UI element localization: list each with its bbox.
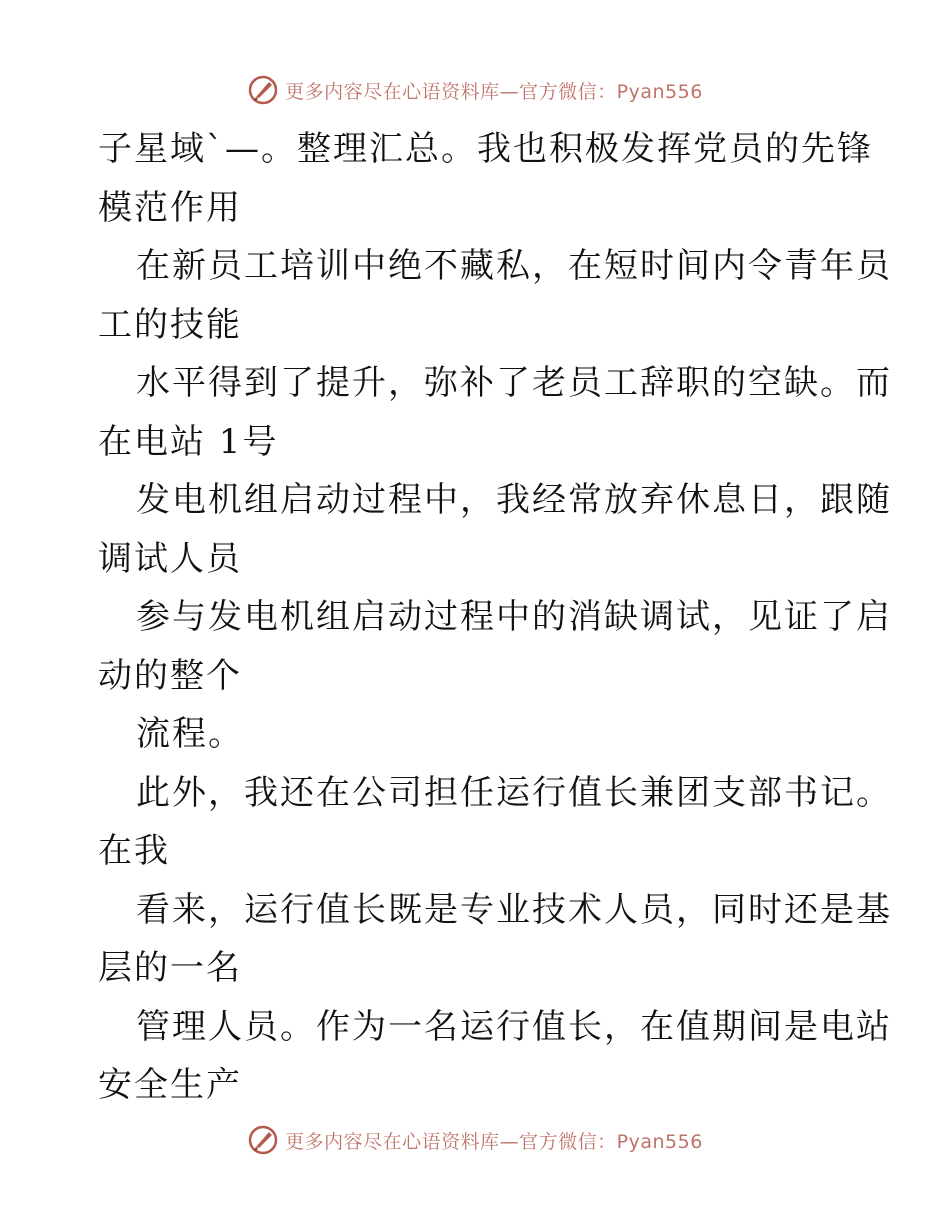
text-line: 层的一名 [98, 948, 242, 988]
text-line: 看来，运行值长既是专业技术人员，同时还是基 [136, 889, 892, 930]
document-body [98, 120, 892, 1115]
text-line: 在我 [98, 831, 170, 871]
text-line: 管理人员。作为一名运行值长，在值期间是电站 [136, 1006, 892, 1047]
text-line: 工的技能 [98, 304, 242, 345]
quill-pen-logo-icon [247, 74, 279, 106]
footer-watermark-banner [0, 1120, 950, 1160]
text-line: 模范作用 [98, 187, 242, 228]
text-line: 在电站 1号 [98, 421, 279, 462]
text-line: 流程。 [136, 714, 244, 754]
header-watermark-text: 更多内容尽在心语资料库—官方微信：Pyan556 [285, 80, 703, 103]
footer-watermark-text: 更多内容尽在心语资料库—官方微信：Pyan556 [285, 1130, 703, 1153]
text-line: 动的整个 [98, 655, 242, 696]
text-line: 参与发电机组启动过程中的消缺调试，见证了启 [136, 597, 892, 637]
header-watermark-banner [0, 70, 950, 110]
text-line: 安全生产 [98, 1065, 242, 1105]
text-line: 调试人员 [98, 538, 242, 579]
text-line: 发电机组启动过程中，我经常放弃休息日，跟随 [136, 480, 892, 520]
quill-pen-logo-icon [247, 1124, 279, 1156]
text-line: 水平得到了提升，弥补了老员工辞职的空缺。而 [136, 363, 892, 403]
text-line: 此外，我还在公司担任运行值长兼团支部书记。 [136, 772, 892, 813]
text-line: 子星域`—。整理汇总。我也积极发挥党员的先锋 [98, 129, 873, 169]
text-line: 在新员工培训中绝不藏私，在短时间内令青年员 [136, 246, 892, 286]
